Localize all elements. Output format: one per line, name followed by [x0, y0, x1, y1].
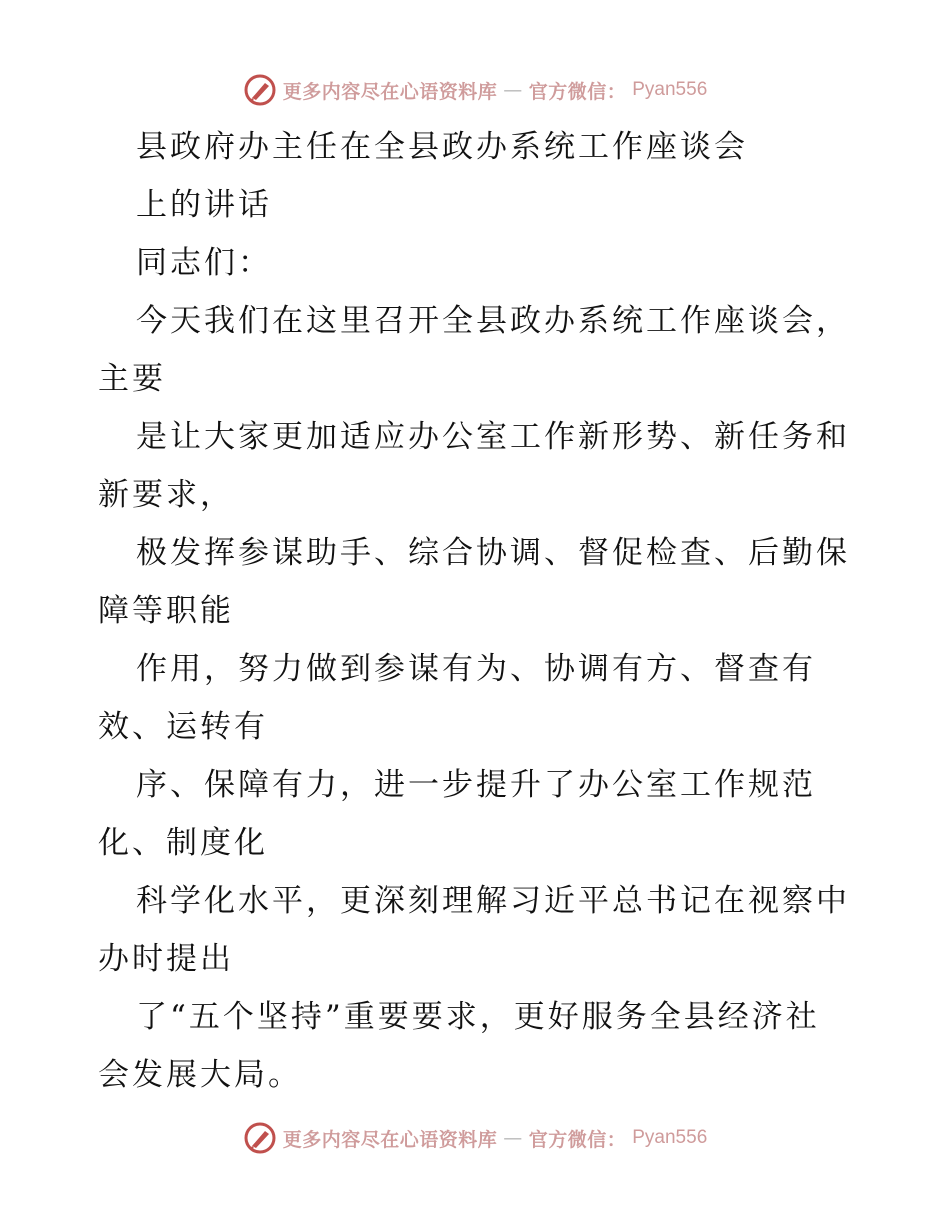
watermark-text: 更多内容尽在心语资料库: [282, 80, 498, 103]
doc-text-line: 序、保障有力，进一步提升了办公室工作规范: [136, 767, 816, 803]
watermark-label: 官方微信：: [528, 1128, 627, 1151]
header-watermark: [0, 70, 950, 110]
pen-logo-icon: [243, 1121, 277, 1155]
watermark-text: 更多内容尽在心语资料库: [282, 1128, 498, 1151]
doc-text-line: 会发展大局。: [98, 1057, 302, 1093]
doc-salutation: 同志们：: [136, 245, 272, 281]
pen-logo-icon: [243, 73, 277, 107]
doc-text-line: 化、制度化: [98, 825, 268, 861]
doc-text-line: 效、运转有: [98, 709, 268, 745]
watermark-id: Pyan556: [632, 79, 708, 100]
doc-text-line: 新要求，: [98, 477, 234, 513]
watermark-dash: —: [503, 1127, 523, 1149]
doc-text-line: 了“五个坚持”重要要求，更好服务全县经济社: [136, 999, 820, 1035]
doc-text-line: 障等职能: [98, 593, 234, 629]
doc-text-line: 主要: [98, 361, 166, 397]
doc-text-line: 是让大家更加适应办公室工作新形势、新任务和: [136, 419, 850, 455]
watermark-id: Pyan556: [632, 1127, 708, 1148]
document-body: [98, 118, 868, 1104]
doc-text-line: 办时提出: [98, 941, 234, 977]
footer-watermark: [0, 1118, 950, 1158]
watermark-dash: —: [503, 79, 523, 101]
doc-text-line: 极发挥参谋助手、综合协调、督促检查、后勤保: [136, 535, 850, 571]
watermark-label: 官方微信：: [528, 80, 627, 103]
doc-text-line: 今天我们在这里召开全县政办系统工作座谈会，: [136, 303, 850, 339]
doc-title-line: 县政府办主任在全县政办系统工作座谈会: [136, 129, 748, 165]
doc-title-line: 上的讲话: [136, 187, 272, 223]
doc-text-line: 作用，努力做到参谋有为、协调有方、督查有: [136, 651, 816, 687]
doc-text-line: 科学化水平，更深刻理解习近平总书记在视察中: [136, 883, 850, 919]
